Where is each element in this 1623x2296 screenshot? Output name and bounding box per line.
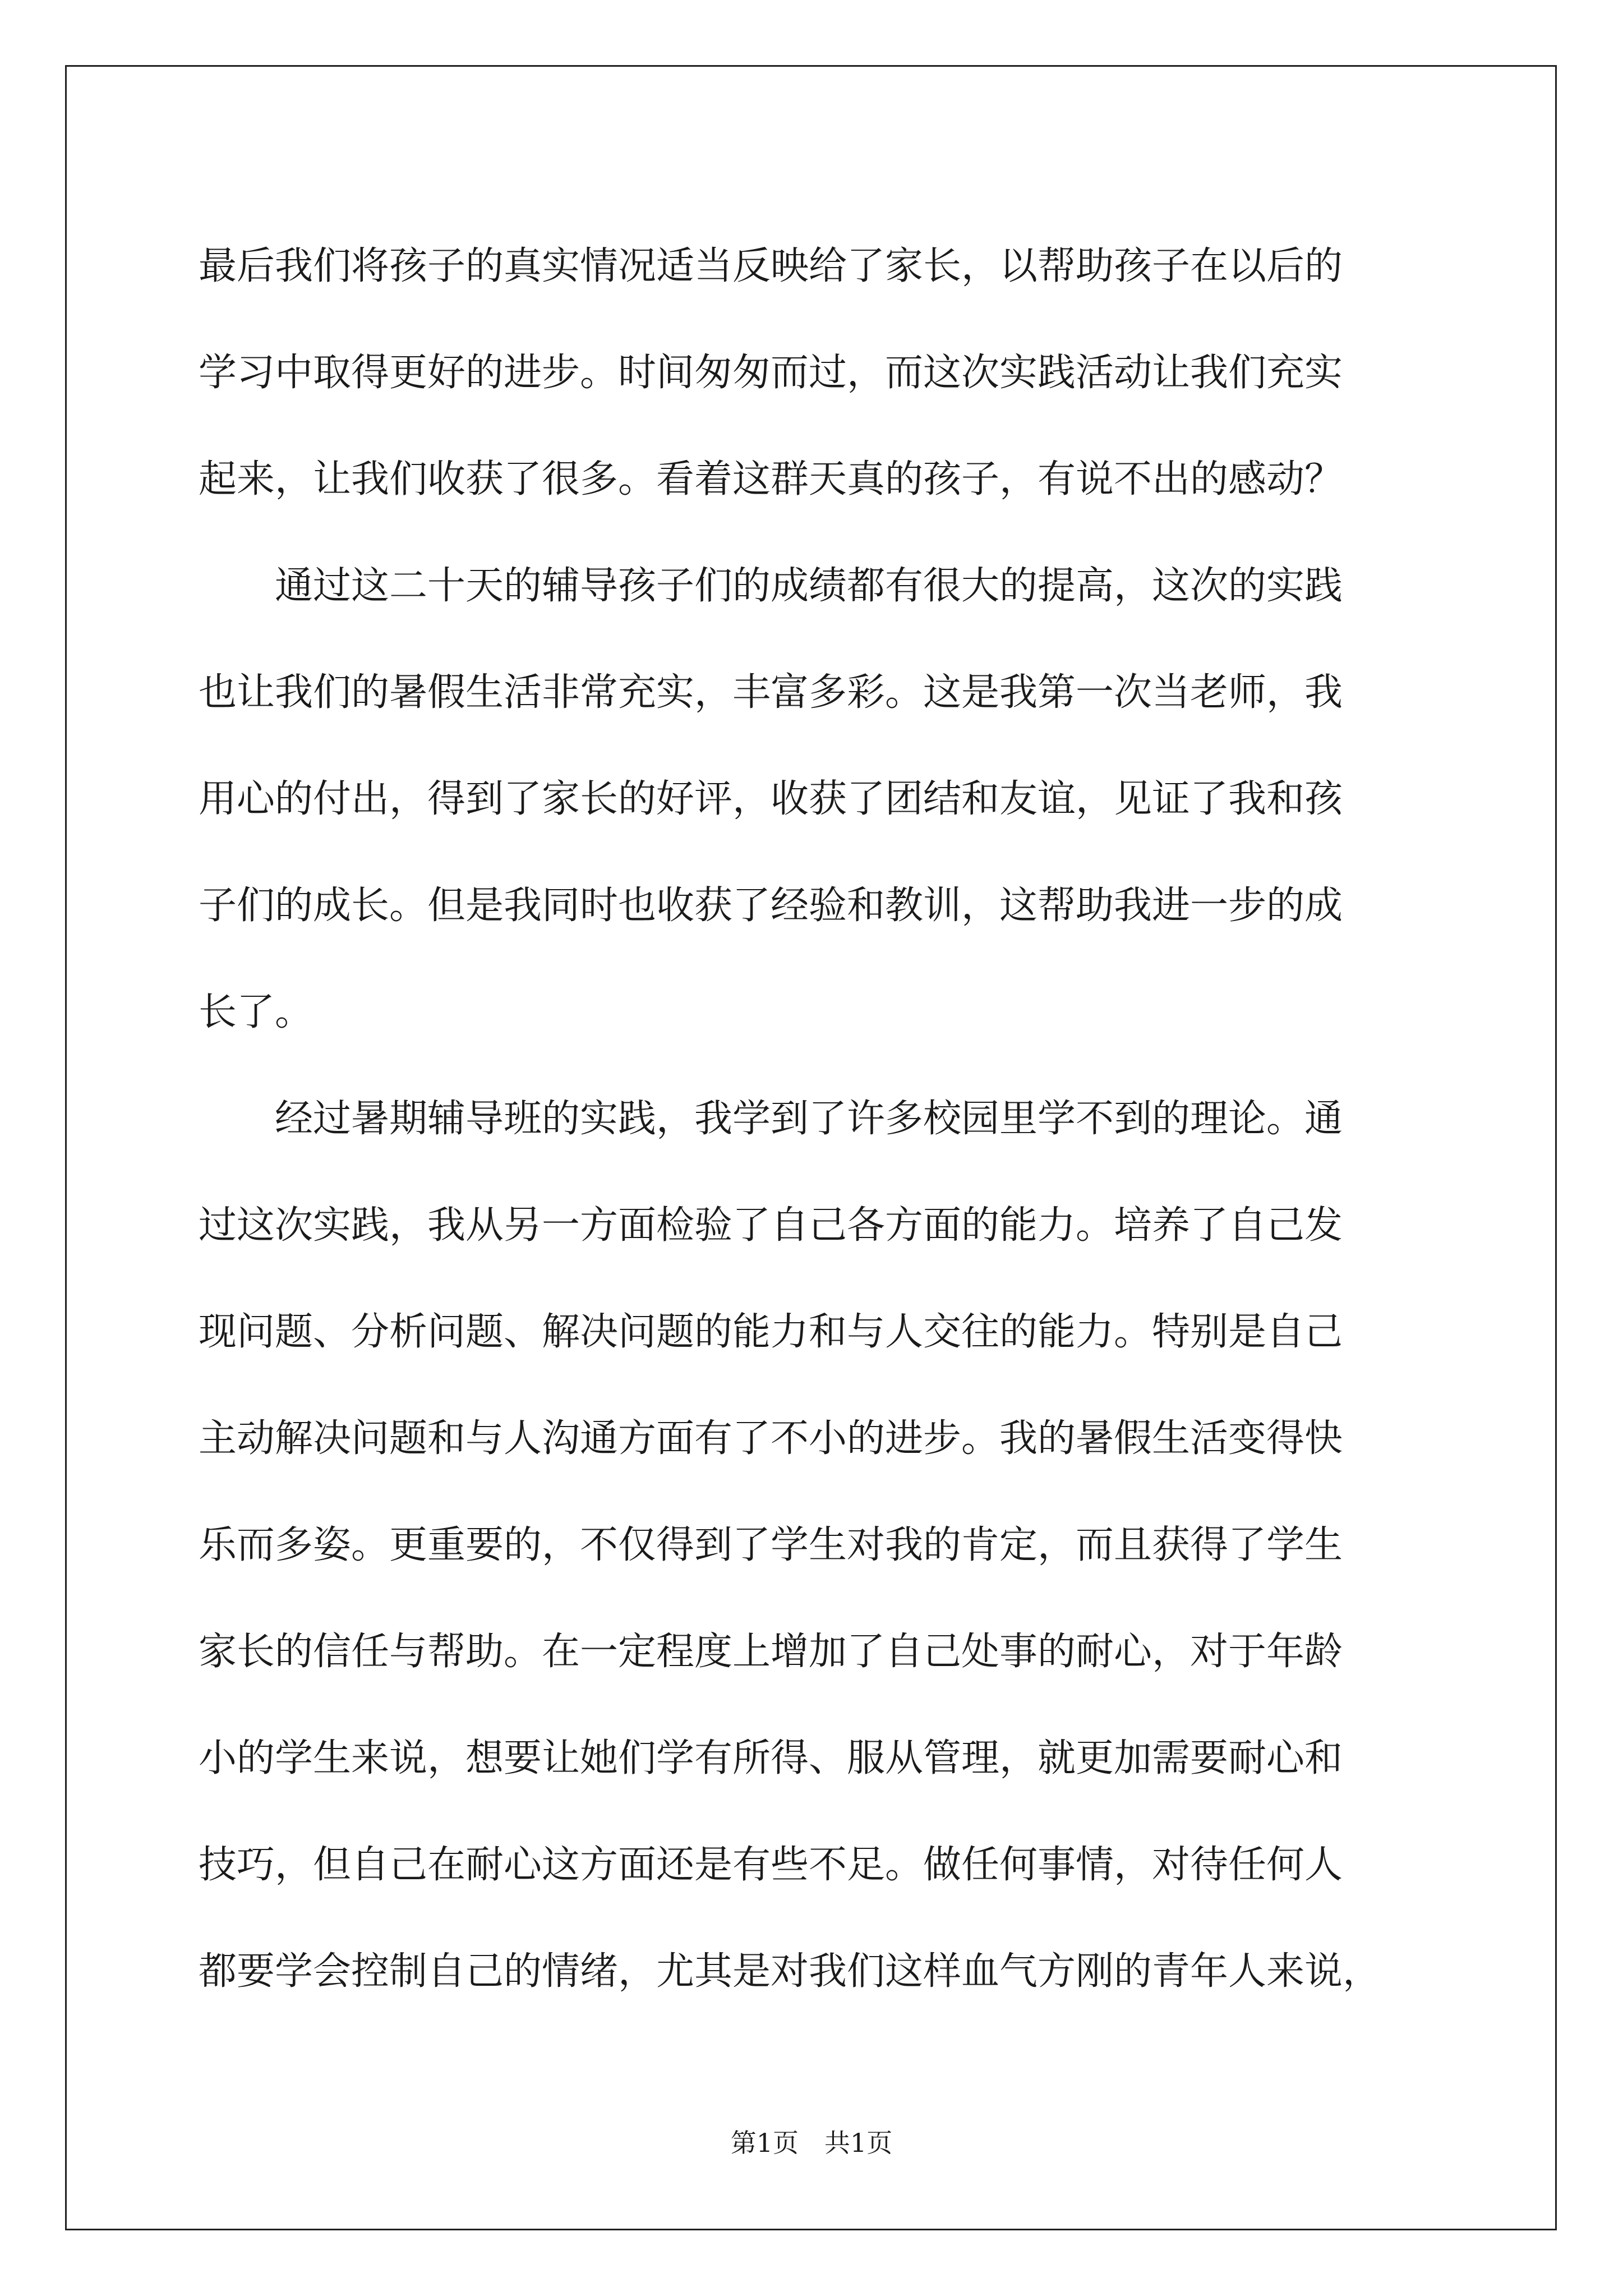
text-line: 用心的付出，得到了家长的好评，收获了团结和友谊，见证了我和孩 (199, 777, 1343, 821)
document-body (199, 213, 1432, 2025)
text-line: 技巧，但自己在耐心这方面还是有些不足。做任何事情，对待任何人 (199, 1843, 1343, 1887)
text-line: 最后我们将孩子的真实情况适当反映给了家长，以帮助孩子在以后的 (199, 244, 1343, 288)
text-line: 长了。 (199, 990, 313, 1034)
text-line: 通过这二十天的辅导孩子们的成绩都有很大的提高，这次的实践 (199, 564, 1343, 608)
text-line: 小的学生来说，想要让她们学有所得、服从管理，就更加需要耐心和 (199, 1736, 1343, 1780)
text-line: 起来，让我们收获了很多。看着这群天真的孩子，有说不出的感动？ (199, 457, 1343, 501)
text-line: 也让我们的暑假生活非常充实，丰富多彩。这是我第一次当老师，我 (199, 670, 1343, 715)
text-line: 主动解决问题和与人沟通方面有了不小的进步。我的暑假生活变得快 (199, 1416, 1343, 1461)
page-number-footer: 第1页 共1页 (730, 2128, 893, 2158)
text-line: 子们的成长。但是我同时也收获了经验和教训，这帮助我进一步的成 (199, 884, 1343, 928)
text-line: 都要学会控制自己的情绪，尤其是对我们这样血气方刚的青年人来说， (199, 1949, 1381, 1994)
text-line: 学习中取得更好的进步。时间匆匆而过，而这次实践活动让我们充实 (199, 351, 1343, 395)
text-line: 乐而多姿。更重要的，不仅得到了学生对我的肯定，而且获得了学生 (199, 1523, 1343, 1567)
text-line: 家长的信任与帮助。在一定程度上增加了自己处事的耐心，对于年龄 (199, 1630, 1343, 1674)
text-line: 经过暑期辅导班的实践，我学到了许多校园里学不到的理论。通 (199, 1097, 1343, 1141)
text-line: 过这次实践，我从另一方面检验了自己各方面的能力。培养了自己发 (199, 1203, 1343, 1248)
text-line: 现问题、分析问题、解决问题的能力和与人交往的能力。特别是自己 (199, 1310, 1343, 1354)
